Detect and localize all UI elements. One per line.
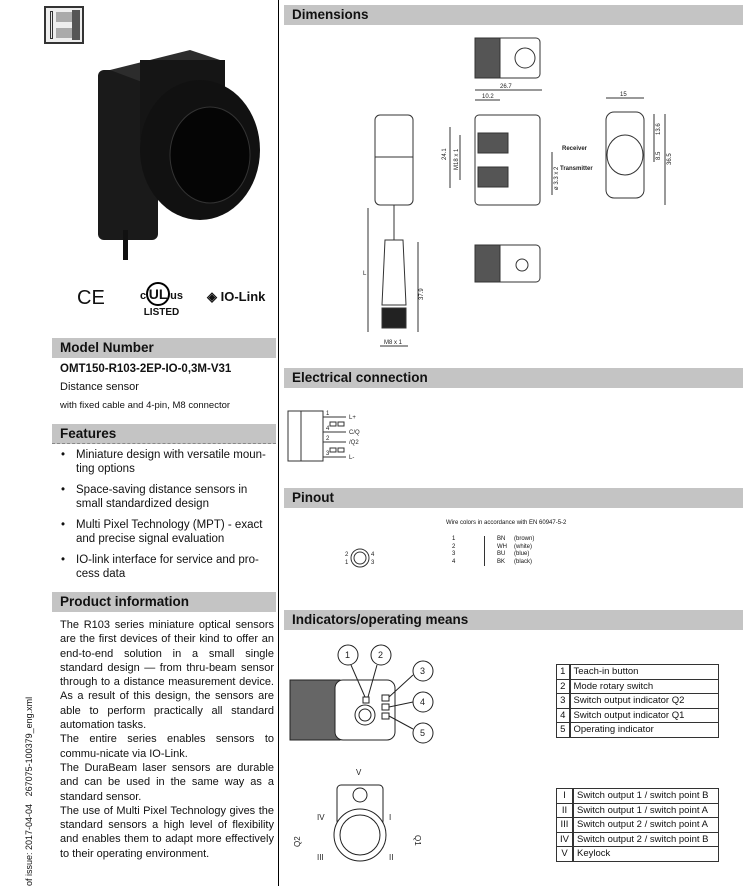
product-type: Distance sensor <box>60 381 139 393</box>
feature-item: • IO-link interface for service and pro-cess data <box>52 553 274 581</box>
svg-text:36.5: 36.5 <box>667 153 673 165</box>
table-row: 4 Switch output indicator Q1 <box>557 708 719 723</box>
feature-item: • Multi Pixel Technology (MPT) - exact and precise signal evaluation <box>52 518 274 546</box>
table-row: 2 Mode rotary switch <box>557 679 719 694</box>
column-divider <box>278 0 279 886</box>
features-heading: Features <box>52 424 276 444</box>
svg-text:V: V <box>356 768 362 777</box>
table-row: 5 Operating indicator <box>557 723 719 738</box>
features-list <box>52 448 274 588</box>
dimensions-heading: Dimensions <box>284 5 743 25</box>
table-row: I Switch output 1 / switch point B <box>557 789 719 804</box>
svg-text:3: 3 <box>371 560 375 566</box>
svg-text:IV: IV <box>317 813 325 822</box>
ce-mark: CE <box>77 287 105 309</box>
table-row: IV Switch output 2 / switch point B <box>557 832 719 847</box>
wire-row: 3 BU (blue) <box>452 551 530 557</box>
issue-info: of issue: 2017-04-04 267075-100379_eng.xml <box>24 696 34 886</box>
indicators-heading: Indicators/operating means <box>284 610 743 630</box>
model-number-heading: Model Number <box>52 338 276 358</box>
svg-text:10.2: 10.2 <box>482 94 494 100</box>
svg-text:L+: L+ <box>349 415 356 421</box>
model-number: OMT150-R103-2EP-IO-0,3M-V31 <box>60 363 232 375</box>
product-description: with fixed cable and 4-pin, M8 connector <box>60 400 231 411</box>
table-row: 1 Teach-in button <box>557 665 719 680</box>
svg-text:4: 4 <box>420 697 426 707</box>
svg-text:4: 4 <box>371 552 375 558</box>
svg-text:8.5: 8.5 <box>656 151 662 160</box>
svg-text:26.7: 26.7 <box>500 84 512 90</box>
feature-item: • Space-saving distance sensors in small standardized design <box>52 483 274 511</box>
svg-text:Q2: Q2 <box>293 836 302 847</box>
wire-row: 2 WH (white) <box>452 543 533 550</box>
svg-text:M8 x 1: M8 x 1 <box>384 340 403 346</box>
svg-text:I: I <box>389 813 392 822</box>
wiring-diagram <box>286 405 386 465</box>
svg-text:4: 4 <box>326 426 330 432</box>
svg-text:III: III <box>317 853 324 862</box>
m8-connector-pinout <box>340 546 380 570</box>
product-info-heading: Product information <box>52 592 276 612</box>
ul-listed-mark: c UL us LISTED <box>140 282 183 318</box>
table-row: II Switch output 1 / switch point A <box>557 803 719 818</box>
table-row: 3 Switch output indicator Q2 <box>557 694 719 709</box>
pinout-heading: Pinout <box>284 488 743 508</box>
svg-text:3: 3 <box>420 666 426 676</box>
indicators-drawing <box>285 635 445 875</box>
wire-color-note: Wire colors in accordance with EN 60947-5-2 <box>446 520 567 526</box>
svg-text:1: 1 <box>326 411 330 417</box>
io-link-logo: ◈ IO-Link <box>207 289 266 304</box>
svg-text:1: 1 <box>345 650 351 660</box>
svg-text:C/Q: C/Q <box>349 430 360 436</box>
switch-positions-table <box>556 788 719 862</box>
svg-text:M18 x 1: M18 x 1 <box>454 148 460 170</box>
svg-text:24.1: 24.1 <box>442 148 448 160</box>
wire-row: 1 BN (brown) <box>452 536 535 542</box>
svg-text:5: 5 <box>420 728 426 738</box>
electrical-connection-heading: Electrical connection <box>284 368 743 388</box>
product-photo <box>90 30 270 260</box>
wire-color-list <box>452 536 534 566</box>
svg-text:13.6: 13.6 <box>656 123 662 135</box>
svg-text:L-: L- <box>349 455 355 461</box>
svg-text:15: 15 <box>620 92 627 98</box>
svg-text:3: 3 <box>326 451 330 457</box>
svg-text:ø 3.3 x 2: ø 3.3 x 2 <box>554 166 560 190</box>
svg-text:Transmitter: Transmitter <box>560 166 593 172</box>
svg-text:1: 1 <box>345 560 349 566</box>
infrared-sensor-icon <box>44 6 84 44</box>
dimensions-drawing <box>360 30 740 360</box>
svg-text:L: L <box>363 271 367 277</box>
table-row: V Keylock <box>557 847 719 862</box>
svg-text:Receiver: Receiver <box>562 146 588 152</box>
indicators-table <box>556 664 719 738</box>
svg-text:2: 2 <box>345 552 349 558</box>
svg-text:Q1: Q1 <box>413 835 422 846</box>
wire-row: 4 BK (black) <box>452 558 533 565</box>
svg-text:/Q2: /Q2 <box>349 440 359 446</box>
svg-text:2: 2 <box>326 436 330 442</box>
svg-text:2: 2 <box>378 650 384 660</box>
feature-item: • Miniature design with versatile moun-ting options <box>52 448 274 476</box>
table-row: III Switch output 2 / switch point A <box>557 818 719 833</box>
svg-text:37.9: 37.9 <box>419 288 425 300</box>
product-info-text: The R103 series miniature optical sensors are the first devices of their kind to offer an end-to-end solution in a small single standard design — from thru-beam sensor through to a distance measurement device. As a result of this design, the sensors are able to perform practically all standard automation tasks. The entire series enables sensors to commu-nicate via IO-Link. The DuraBeam laser sensors are durable and can be used in the same way as a standard sensor. The use of Multi Pixel Technology gives the standard sensors a high level of flexibility and enables them to adapt more effectively to their operating environment. <box>60 619 274 860</box>
svg-text:II: II <box>389 853 394 862</box>
